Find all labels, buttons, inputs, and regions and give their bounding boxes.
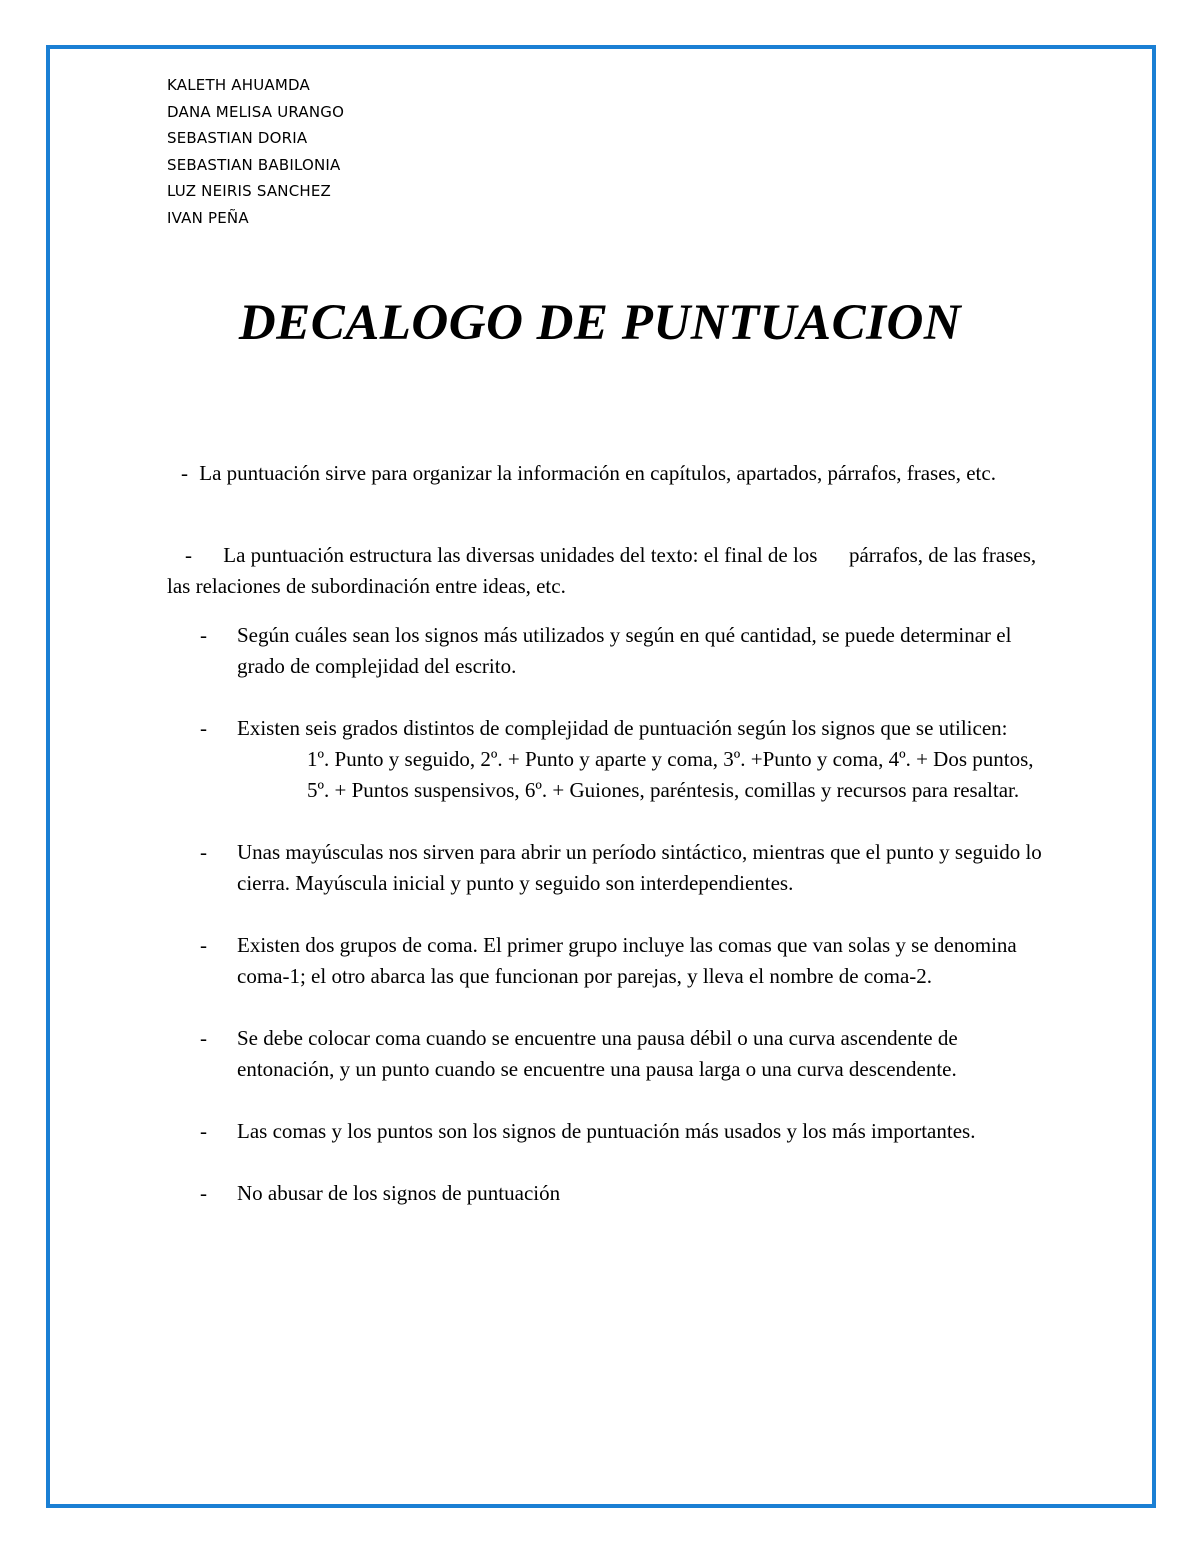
dash-bullet: - xyxy=(200,623,207,647)
list-item-text: Existen dos grupos de coma. El primer grupo incluye las comas que van solas y se denomina coma-1; el otro abarca las que funcionan por parejas, y lleva el nombre de coma-2. xyxy=(237,933,1017,988)
author-name: LUZ NEIRIS SANCHEZ xyxy=(167,182,332,200)
list-item xyxy=(167,1116,1047,1147)
list-item-text: Se debe colocar coma cuando se encuentre una pausa débil o una curva ascendente de entonación, y un punto cuando se encuentre una pausa larga o una curva descendente. xyxy=(237,1026,958,1081)
intro-text: La puntuación estructura las diversas unidades del texto: el final de los párrafos, de las frases, las relaciones de subordinación entre ideas, etc. xyxy=(167,543,1042,598)
dash-bullet: - xyxy=(200,1119,207,1143)
author-name: SEBASTIAN DORIA xyxy=(167,129,308,147)
intro-paragraph-2 xyxy=(167,540,1042,602)
dash-bullet: - xyxy=(200,933,207,957)
intro-dash: - xyxy=(185,543,192,567)
list-item xyxy=(167,930,1047,992)
list-item xyxy=(167,1023,1047,1085)
list-item-text: Existen seis grados distintos de complejidad de puntuación según los signos que se utilicen: xyxy=(237,716,1008,740)
intro-paragraph-1 xyxy=(167,458,1037,489)
list-item xyxy=(167,713,1047,806)
dash-bullet: - xyxy=(200,1181,207,1205)
author-list xyxy=(167,72,344,231)
author-name: IVAN PEÑA xyxy=(167,208,249,227)
author-name: SEBASTIAN BABILONIA xyxy=(167,155,341,174)
list-item xyxy=(167,620,1047,682)
list-item-text: Las comas y los puntos son los signos de puntuación más usados y los más importantes. xyxy=(237,1119,976,1143)
intro-dash: - xyxy=(181,461,188,485)
dash-bullet: - xyxy=(200,716,207,740)
list-item-text: No abusar de los signos de puntuación xyxy=(237,1181,561,1205)
author-name: DANA MELISA URANGO xyxy=(167,102,345,121)
author-name: KALETH AHUAMDA xyxy=(167,76,310,94)
dash-bullet: - xyxy=(200,840,207,864)
list-item-text: Según cuáles sean los signos más utilizados y según en qué cantidad, se puede determinar el grado de complejidad del escrito. xyxy=(237,623,1012,678)
rules-list xyxy=(167,620,1047,1240)
list-item-text: Unas mayúsculas nos sirven para abrir un período sintáctico, mientras que el punto y seguido lo cierra. Mayúscula inicial y punto y seguido son interdependientes. xyxy=(237,840,1042,895)
list-item xyxy=(167,1178,1047,1209)
document-title: DECALOGO DE PUNTUACION xyxy=(238,295,962,351)
list-item xyxy=(167,837,1047,899)
intro-text: La puntuación sirve para organizar la información en capítulos, apartados, párrafos, frases, etc. xyxy=(199,461,996,485)
dash-bullet: - xyxy=(200,1026,207,1050)
list-item-subtext: 1º. Punto y seguido, 2º. + Punto y aparte y coma, 3º. +Punto y coma, 4º. + Dos puntos, 5º. + Puntos suspensivos, 6º. + Guiones, paréntesis, comillas y recursos para resaltar. xyxy=(307,747,1034,802)
